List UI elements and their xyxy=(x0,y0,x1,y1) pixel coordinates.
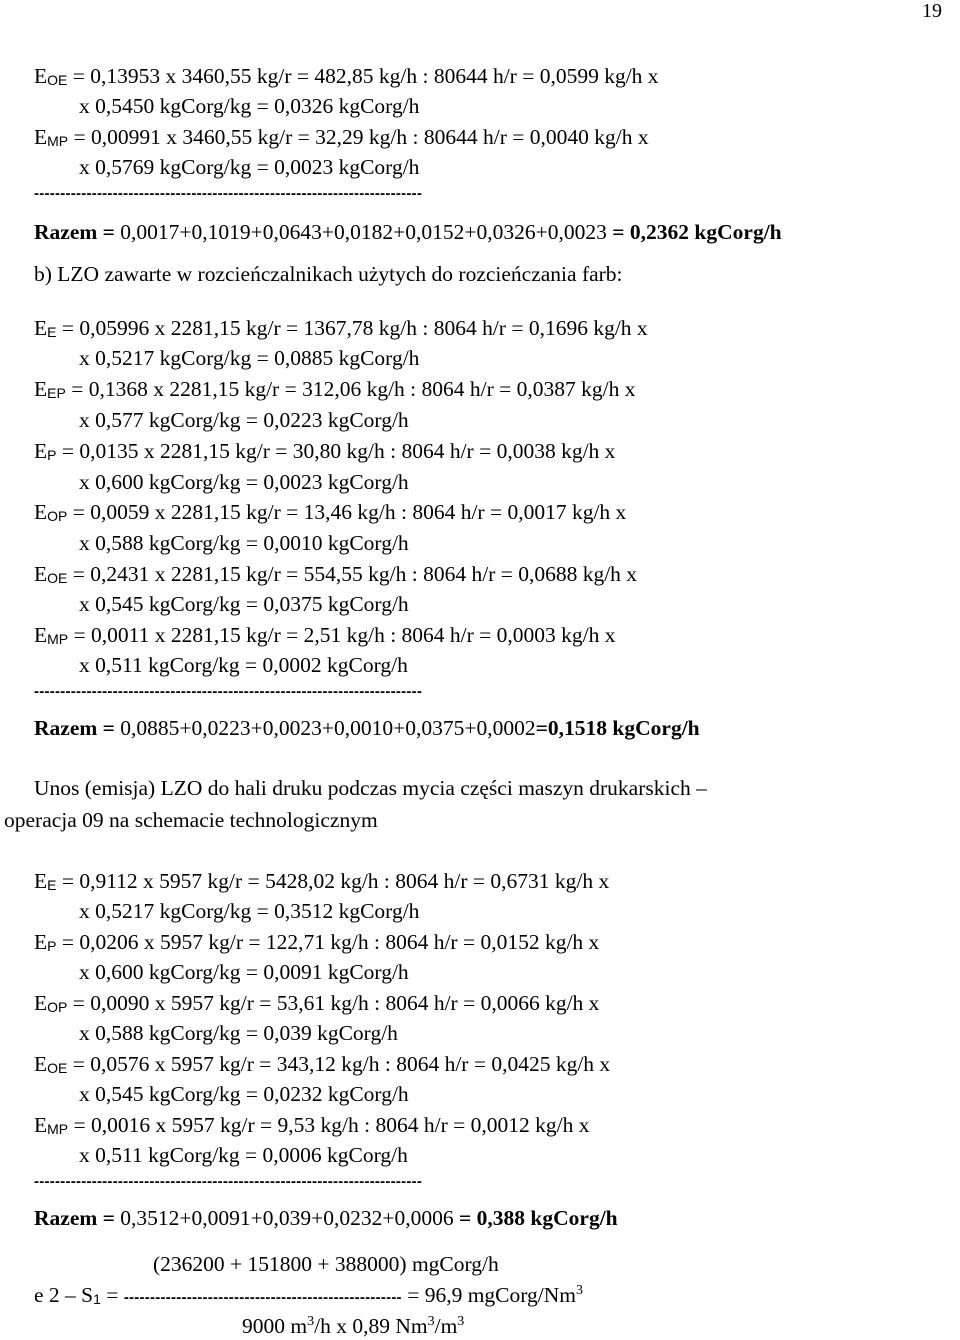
equation-line: $E_{OE} = 0,0576$ x 5957 kg/r = 343,12 kg/h : 8064 h/r = 0,0425 kg/h x xyxy=(34,1052,611,1076)
equation-continuation: x 0,5217 kgCorg/kg = 0,3512 kgCorg/h xyxy=(79,899,420,923)
equation-line: $E_{OP} = 0,0059$ x 2281,15 kg/r = 13,46 kg/h : 8064 h/r = 0,0017 kg/h x xyxy=(34,500,627,524)
equation-continuation: x 0,600 kgCorg/kg = 0,0023 kgCorg/h xyxy=(79,470,409,494)
equation-line: $E_{MP} = 0,0016$ x 5957 kg/r = 9,53 kg/h : 8064 h/r = 0,0012 kg/h x xyxy=(34,1113,590,1137)
page-number: 19 xyxy=(922,0,942,22)
equation-line: $E_P = 0,0206$ x 5957 kg/r = 122,71 kg/h : 8064 h/r = 0,0152 kg/h x xyxy=(34,930,600,954)
equation-continuation: x 0,545 kgCorg/kg = 0,0232 kgCorg/h xyxy=(79,1082,409,1106)
total-line: Razem = 0,3512+0,0091+0,039+0,0232+0,0006 = 0,388 kgCorg/h xyxy=(34,1206,618,1230)
separator-line: -------------------------------------------------------------------------- xyxy=(34,186,423,201)
equation-continuation: x 0,588 kgCorg/kg = 0,0010 kgCorg/h xyxy=(79,531,409,555)
equation-line: $E_{MP} = 0,00991$ x 3460,55 kg/r = 32,29 kg/h : 80644 h/r = 0,0040 kg/h x xyxy=(34,125,649,149)
equation-line: $E_P = 0,0135$ x 2281,15 kg/r = 30,80 kg/h : 8064 h/r = 0,0038 kg/h x xyxy=(34,439,616,463)
separator-line: -------------------------------------------------------------------------- xyxy=(34,684,423,699)
separator-line: -------------------------------------------------------------------------- xyxy=(34,1174,423,1189)
total-line: Razem = 0,0017+0,1019+0,0643+0,0182+0,0152+0,0326+0,0023 = 0,2362 kgCorg/h xyxy=(34,220,782,244)
equation-line: $E_{OE} = 0,2431$ x 2281,15 kg/r = 554,55 kg/h : 8064 h/r = 0,0688 kg/h x xyxy=(34,562,638,586)
equation-continuation: x 0,511 kgCorg/kg = 0,0006 kgCorg/h xyxy=(79,1143,408,1167)
equation-continuation: x 0,5450 kgCorg/kg = 0,0326 kgCorg/h xyxy=(79,94,420,118)
equation-continuation: x 0,577 kgCorg/kg = 0,0223 kgCorg/h xyxy=(79,408,409,432)
fraction-equation: e $2 - S_1$ = ----------------------------------------------------- = 96,9 mgCorg/Nm$^3$ xyxy=(34,1283,583,1307)
equation-line: $E_{OE} = 0,13953$ x 3460,55 kg/r = 482,85 kg/h : 80644 h/r = 0,0599 kg/h x xyxy=(34,64,659,88)
equation-continuation: x 0,511 kgCorg/kg = 0,0002 kgCorg/h xyxy=(79,653,408,677)
equation-continuation: x 0,545 kgCorg/kg = 0,0375 kgCorg/h xyxy=(79,592,409,616)
equation-line: $E_E = 0,05996$ x 2281,15 kg/r = 1367,78 kg/h : 8064 h/r = 0,1696 kg/h x xyxy=(34,316,648,340)
equation-line: $E_{MP} = 0,0011$ x 2281,15 kg/r = 2,51 kg/h : 8064 h/r = 0,0003 kg/h x xyxy=(34,623,616,647)
equation-line: $E_{OP} = 0,0090$ x 5957 kg/r = 53,61 kg/h : 8064 h/r = 0,0066 kg/h x xyxy=(34,991,600,1015)
paragraph-line: operacja 09 na schemacie technologicznym xyxy=(4,808,378,832)
total-line: Razem = 0,0885+0,0223+0,0023+0,0010+0,0375+0,0002=0,1518 kgCorg/h xyxy=(34,716,700,740)
fraction-denominator: 9000 $m^3/h$ x 0,89 $Nm^3/m^3$ xyxy=(242,1314,465,1338)
equation-continuation: x 0,5217 kgCorg/kg = 0,0885 kgCorg/h xyxy=(79,346,420,370)
equation-line: $E_E = 0,9112$ x 5957 kg/r = 5428,02 kg/h : 8064 h/r = 0,6731 kg/h x xyxy=(34,869,610,893)
equation-line: $E_{EP} = 0,1368$ x 2281,15 kg/r = 312,06 kg/h : 8064 h/r = 0,0387 kg/h x xyxy=(34,377,636,401)
equation-continuation: x 0,600 kgCorg/kg = 0,0091 kgCorg/h xyxy=(79,960,409,984)
paragraph-line: Unos (emisja) LZO do hali druku podczas mycia części maszyn drukarskich – xyxy=(34,776,707,800)
fraction-numerator: (236200 + 151800 + 388000) mgCorg/h xyxy=(153,1252,499,1276)
section-heading: b) LZO zawarte w rozcieńczalnikach użytych do rozcieńczania farb: xyxy=(34,262,623,286)
equation-continuation: x 0,5769 kgCorg/kg = 0,0023 kgCorg/h xyxy=(79,155,420,179)
equation-continuation: x 0,588 kgCorg/kg = 0,039 kgCorg/h xyxy=(79,1021,398,1045)
